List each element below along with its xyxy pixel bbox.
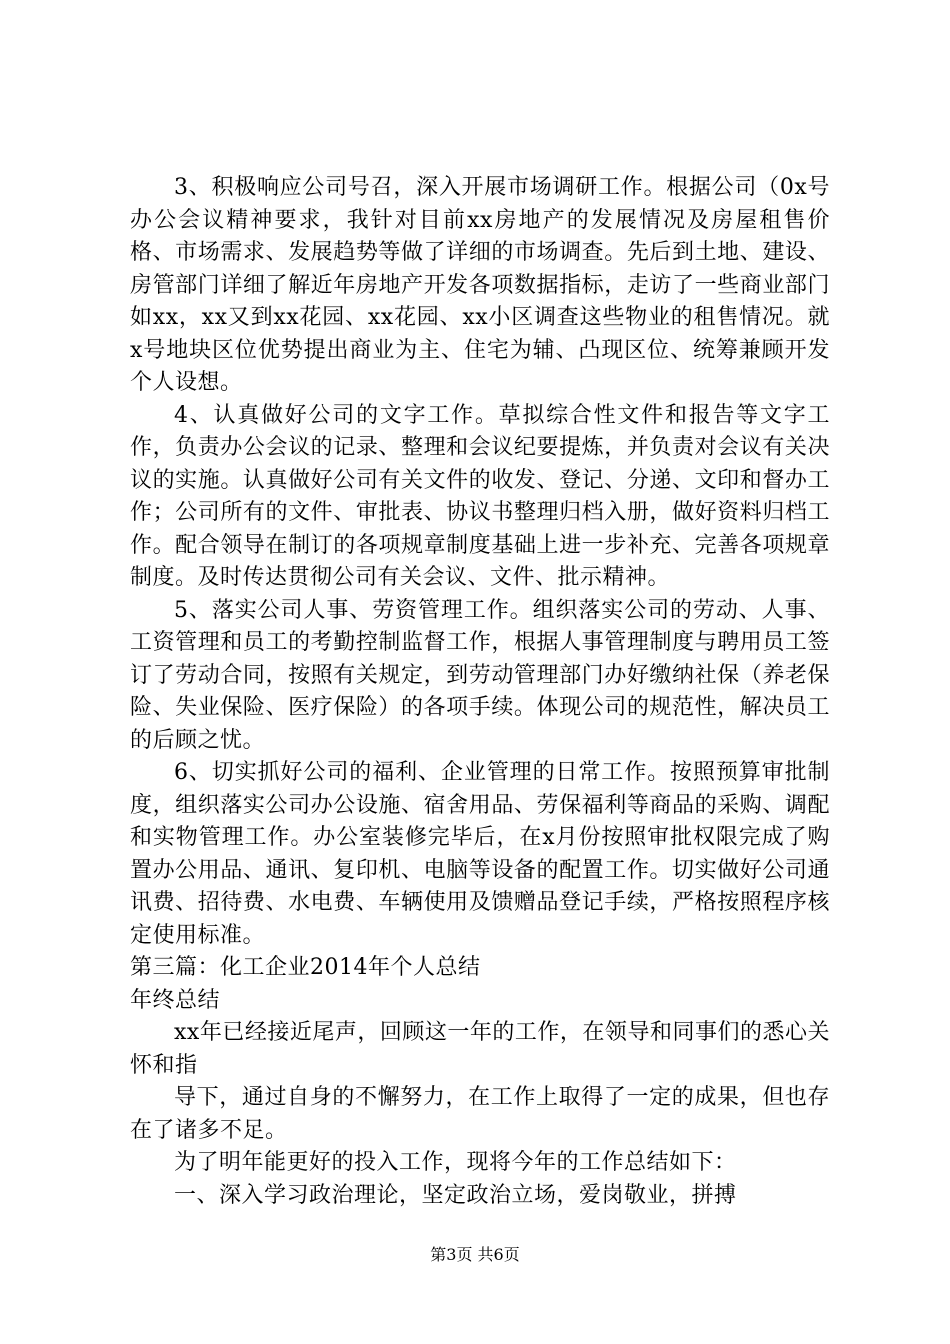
paragraph-writing-work: 4、认真做好公司的文字工作。草拟综合性文件和报告等文字工作，负责办公会议的记录、整理和会议纪要提炼，并负责对会议有关决议的实施。认真做好公司有关文件的收发、登记、分递、文印和督办工作；公司所有的文件、审批表、协议书整理归档入册，做好资料归档工作。配合领导在制订的各项规章制度基础上进一步补充、完善各项规章制度。及时传达贯彻公司有关会议、文件、批示精神。 <box>130 402 830 590</box>
paragraph-year-review: xx年已经接近尾声，回顾这一年的工作，在领导和同事们的悉心关怀和指 <box>130 1020 830 1078</box>
paragraph-market-research: 3、积极响应公司号召，深入开展市场调研工作。根据公司（0x号办公会议精神要求，我针对目前xx房地产的发展情况及房屋租售价格、市场需求、发展趋势等做了详细的市场调查。先后到土地、建设、房管部门详细了解近年房地产开发各项数据指标，走访了一些商业部门如xx，xx又到xx花园、xx花园、xx小区调查这些物业的租售情况。就x号地块区位优势提出商业为主、住宅为辅、凸现区位、统筹兼顾开发个人设想。 <box>130 175 830 395</box>
page-number: 第3页 共6页 <box>430 1245 520 1264</box>
paragraph-personnel-management: 5、落实公司人事、劳资管理工作。组织落实公司的劳动、人事、工资管理和员工的考勤控制监督工作，根据人事管理制度与聘用员工签订了劳动合同，按照有关规定，到劳动管理部门办好缴纳社保（养老保险、失业保险、医疗保险）的各项手续。体现公司的规范性，解决员工的后顾之忧。 <box>130 597 830 753</box>
paragraph-summary-intro: 为了明年能更好的投入工作，现将今年的工作总结如下： <box>174 1150 737 1175</box>
section-subheading: 年终总结 <box>130 987 221 1013</box>
paragraph-political-theory: 一、深入学习政治理论，坚定政治立场，爱岗敬业，拼搏 <box>174 1182 737 1208</box>
section-heading: 第三篇：化工企业2014年个人总结 <box>130 955 481 980</box>
paragraph-welfare-management: 6、切实抓好公司的福利、企业管理的日常工作。按照预算审批制度，组织落实公司办公设施、宿舍用品、劳保福利等商品的采购、调配和实物管理工作。办公室装修完毕后，在x月份按照审批权限完成了购置办公用品、通讯、复印机、电脑等设备的配置工作。切实做好公司通讯费、招待费、水电费、车辆使用及馈赠品登记手续，严格按照程序核定使用标准。 <box>130 760 830 948</box>
document-body <box>130 172 830 1212</box>
paragraph-guidance: 导下，通过自身的不懈努力，在工作上取得了一定的成果，但也存在了诸多不足。 <box>130 1085 830 1143</box>
